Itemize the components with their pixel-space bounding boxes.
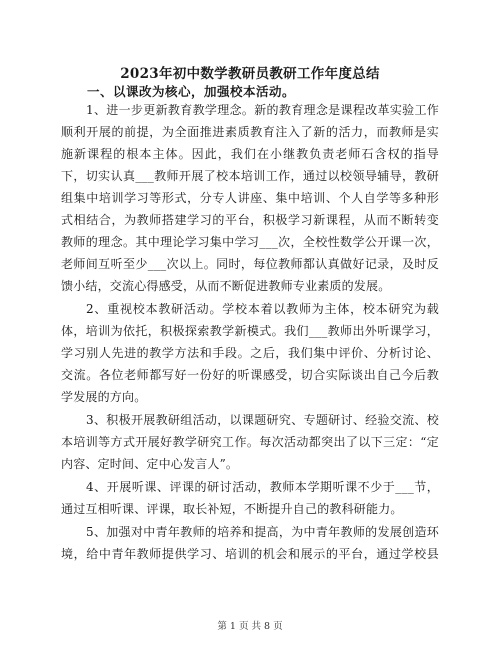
paragraph-line: 3、积极开展教研组活动，以课题研究、专题研讨、经验交流、校 xyxy=(86,413,439,427)
paragraph-line: 馈小结，交流心得感受，从而不断促进教师专业素质的发展。 xyxy=(61,279,391,293)
paragraph-line: 组集中培训学习等形式，分专人讲座、集中培训、个人自学等多种形 xyxy=(61,191,439,205)
section-heading: 一、以课改为核心，加强校本活动。 xyxy=(87,84,296,99)
paragraph-line: 老师间互听至少___次以上。同时，每位教师都认真做好记录，及时反 xyxy=(61,257,439,271)
paragraph-line: 通过互相听课、评课，取长补短，不断提升自己的教科研能力。 xyxy=(61,502,403,516)
paragraph-line: 交流。各位老师都写好一份好的听课感受，切合实际谈出自己今后教 xyxy=(61,368,439,382)
paragraph-line: 式相结合，为教师搭建学习的平台，积极学习新课程，从而不断转变 xyxy=(61,213,439,227)
paragraph-line: 境，给中青年教师提供学习、培训的机会和展示的平台，通过学校县 xyxy=(61,547,439,561)
paragraph-line: 1、进一步更新教育教学理念。新的教育理念是课程改革实验工作 xyxy=(86,103,439,117)
paragraph-line: 内容、定时间、定中心发言人”。 xyxy=(61,457,239,471)
paragraph-line: 2、重视校本教研活动。学校本着以教师为主体，校本研究为载 xyxy=(86,302,439,316)
paragraph-line: 体，培训为依托，积极探索教学新模式。我们___教师出外听课学习， xyxy=(61,324,439,338)
paragraph-line: 5、加强对中青年教师的培养和提高，为中青年教师的发展创造环 xyxy=(86,525,439,539)
paragraph-line: 教师的理念。其中理论学习集中学习___次，全校性数学公开课一次， xyxy=(61,235,439,249)
paragraph-line: 学习别人先进的教学方法和手段。之后，我们集中评价、分析讨论、 xyxy=(61,346,439,360)
paragraph-line: 本培训等方式开展好教学研究工作。每次活动都突出了以下三定：“定 xyxy=(61,435,439,449)
paragraph-line: 施新课程的根本主体。因此，我们在小继教负责老师石含权的指导 xyxy=(61,147,439,161)
paragraph-line: 4、开展听课、评课的研讨活动，教师本学期听课不少于___节， xyxy=(86,480,439,494)
paragraph-line: 下，切实认真___教师开展了校本培训工作，通过以校领导辅导，教研 xyxy=(61,169,439,183)
page-number-footer: 第 1 页 共 8 页 xyxy=(217,621,283,632)
paragraph-line: 顺利开展的前提，为全面推进素质教育注入了新的活力，而教师是实 xyxy=(61,125,439,139)
document-title: 2023年初中数学教研员教研工作年度总结 xyxy=(120,66,380,82)
paragraph-line: 学发展的方向。 xyxy=(61,390,147,404)
